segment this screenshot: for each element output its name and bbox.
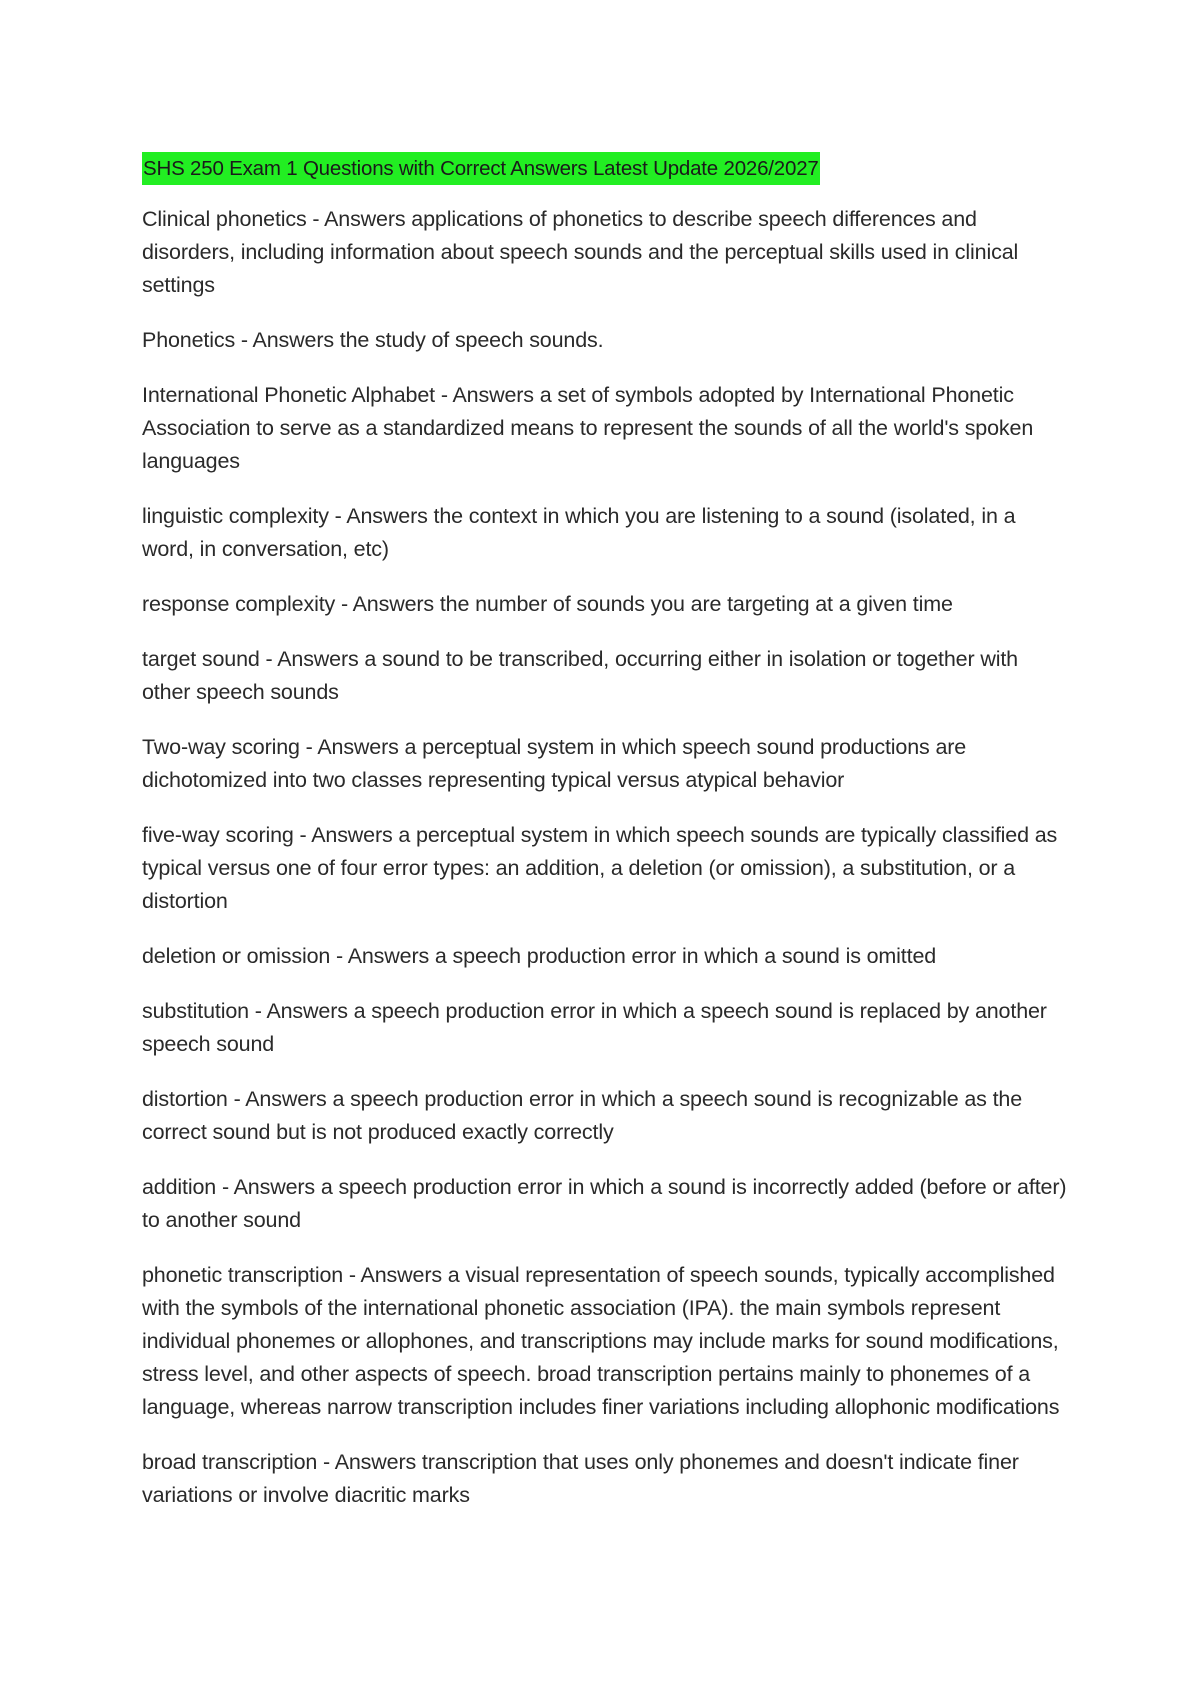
- term: Clinical phonetics: [142, 207, 307, 231]
- definition: a speech production error in which a speech sound is recognizable as the correct sound but is not produced exactly correctly: [142, 1087, 1023, 1144]
- answer-separator: - Answers: [317, 1450, 422, 1474]
- answer-separator: - Answers: [235, 328, 340, 352]
- answer-separator: - Answers: [299, 735, 405, 759]
- answer-separator: - Answers: [227, 1087, 333, 1111]
- definition: a speech production error in which a sound is omitted: [434, 944, 937, 968]
- term: target sound: [142, 647, 260, 671]
- answer-separator: - Answers: [343, 1263, 448, 1287]
- answer-separator: - Answers: [216, 1175, 321, 1199]
- answer-separator: - Answers: [330, 944, 435, 968]
- qa-entry: [142, 588, 1072, 621]
- qa-list: [142, 203, 1072, 1512]
- qa-entry: [142, 819, 1072, 918]
- qa-entry: [142, 1259, 1072, 1424]
- term: substitution: [142, 999, 249, 1023]
- qa-entry: [142, 500, 1072, 566]
- definition: a perceptual system in which speech sound productions are dichotomized into two classes representing typical versus atypical behavior: [142, 735, 967, 792]
- qa-entry: [142, 203, 1072, 302]
- answer-separator: - Answers: [435, 383, 540, 407]
- definition: the number of sounds you are targeting at a given time: [439, 592, 953, 616]
- qa-entry: [142, 379, 1072, 478]
- definition: applications of phonetics to describe speech differences and disorders, including information about speech sounds and the perceptual skills used in clinical settings: [142, 207, 1019, 297]
- answer-separator: - Answers: [248, 999, 354, 1023]
- definition: a visual representation of speech sounds, typically accomplished with the symbols of the international phonetic association (IPA). the main symbols represent individual phonemes or allophones, and transcriptions may include marks for sound modifications, stress level, and other aspects of speech. broad transcription pertains mainly to phonemes of a language, whereas narrow transcription includes finer variations including allophonic modifications: [142, 1263, 1060, 1419]
- answer-separator: - Answers: [335, 592, 440, 616]
- definition: a sound to be transcribed, occurring either in isolation or together with other speech sounds: [142, 647, 1018, 704]
- term: five-way scoring: [142, 823, 294, 847]
- qa-entry: [142, 643, 1072, 709]
- term: deletion or omission: [142, 944, 331, 968]
- answer-separator: - Answers: [328, 504, 434, 528]
- answer-separator: - Answers: [306, 207, 412, 231]
- term: phonetic transcription: [142, 1263, 344, 1287]
- definition: the context in which you are listening to a sound (isolated, in a word, in conversation, etc): [142, 504, 1016, 561]
- document-title: SHS 250 Exam 1 Questions with Correct Answers Latest Update 2026/2027: [142, 152, 820, 185]
- definition: a speech production error in which a speech sound is replaced by another speech sound: [142, 999, 1047, 1056]
- definition: the study of speech sounds.: [339, 328, 604, 352]
- term: distortion: [142, 1087, 228, 1111]
- qa-entry: [142, 940, 1072, 973]
- answer-separator: - Answers: [293, 823, 399, 847]
- term: linguistic complexity: [142, 504, 329, 528]
- qa-entry: [142, 731, 1072, 797]
- qa-entry: [142, 1171, 1072, 1237]
- term: Two-way scoring: [142, 735, 300, 759]
- definition: transcription that uses only phonemes and doesn't indicate finer variations or involve diacritic marks: [142, 1450, 1019, 1507]
- definition: a speech production error in which a sound is incorrectly added (before or after) to another sound: [142, 1175, 1067, 1232]
- document-page: [142, 152, 1072, 1534]
- qa-entry: [142, 1083, 1072, 1149]
- qa-entry: [142, 995, 1072, 1061]
- definition: a perceptual system in which speech sounds are typically classified as typical versus one of four error types: an addition, a deletion (or omission), a substitution, or a distortion: [142, 823, 1058, 913]
- qa-entry: [142, 324, 1072, 357]
- term: International Phonetic Alphabet: [142, 383, 435, 407]
- term: Phonetics: [142, 328, 236, 352]
- qa-entry: [142, 1446, 1072, 1512]
- definition: a set of symbols adopted by International Phonetic Association to serve as a standardized means to represent the sounds of all the world's spoken languages: [142, 383, 1034, 473]
- term: broad transcription: [142, 1450, 318, 1474]
- answer-separator: - Answers: [259, 647, 365, 671]
- term: addition: [142, 1175, 217, 1199]
- term: response complexity: [142, 592, 336, 616]
